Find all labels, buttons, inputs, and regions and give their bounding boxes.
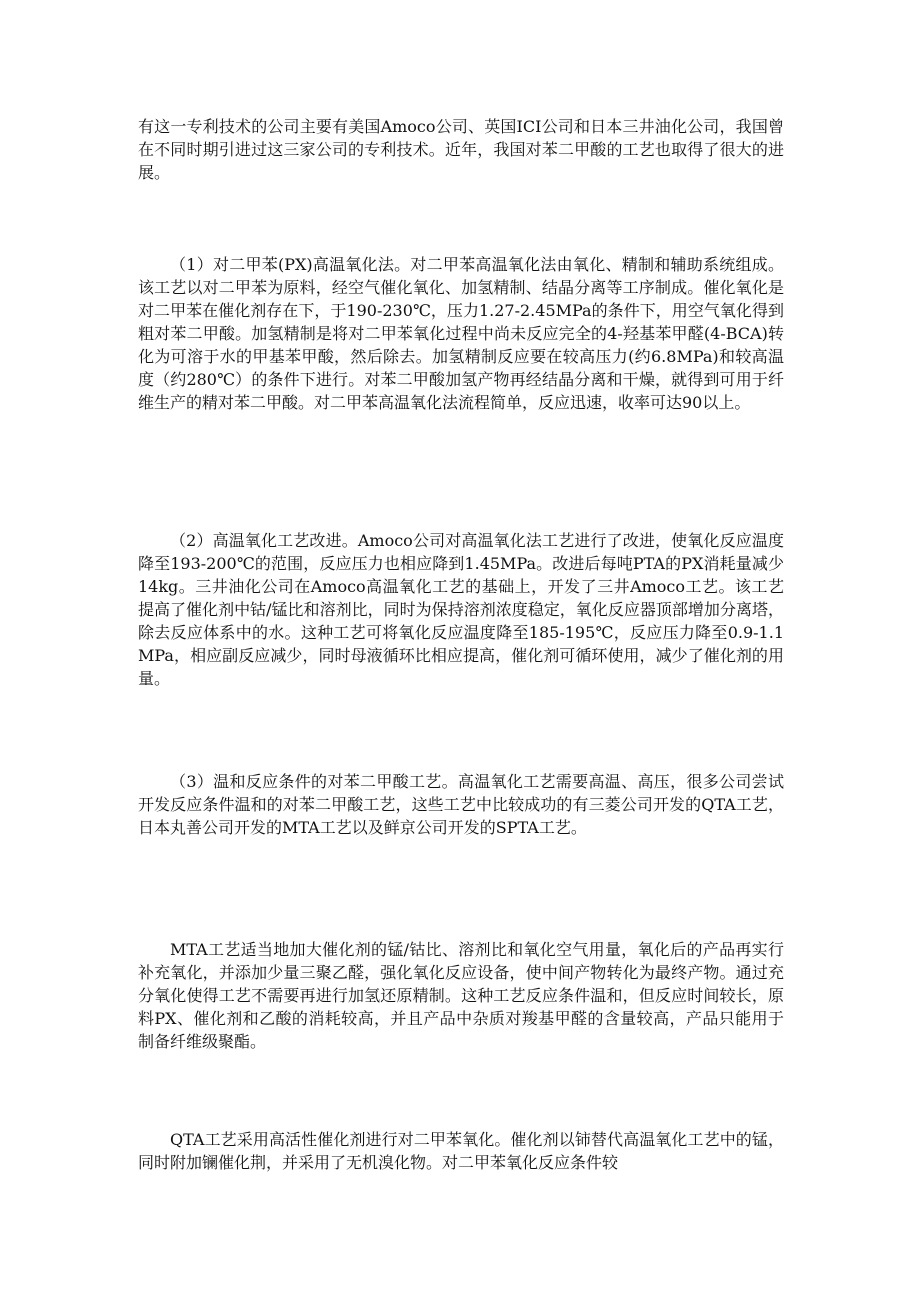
paragraph-intro: 有这一专利技术的公司主要有美国Amoco公司、英国ICI公司和日本三井油化公司，我国曾在不同时期引进过这三家公司的专利技术。近年，我国对苯二甲酸的工艺也取得了很大的进展。 [138, 117, 784, 182]
paragraph-process-improvement: （2）高温氧化工艺改进。Amoco公司对高温氧化法工艺进行了改进，使氧化反应温度降至193-200℃的范围，反应压力也相应降到1.45MPa。改进后每吨PTA的PX消耗量减少14kg。三井油化公司在Amoco高温氧化工艺的基础上，开发了三井Amoco工艺。该工艺提高了催化剂中钴/锰比和溶剂比，同时为保持溶剂浓度稳定，氧化反应器顶部增加分离塔，除去反应体系中的水。这种工艺可将氧化反应温度降至185-195℃，反应压力降至0.9-1.1MPa，相应副反应减少，同时母液循环比相应提高，催化剂可循环使用，减少了催化剂的用量。 [138, 531, 784, 688]
paragraph-mta-process: MTA工艺适当地加大催化剂的锰/钴比、溶剂比和氧化空气用量，氧化后的产品再实行补充氧化，并添加少量三聚乙醛，强化氧化反应设备，使中间产物转化为最终产物。通过充分氧化使得工艺不需要再进行加氢还原精制。这种工艺反应条件温和，但反应时间较长，原料PX、催化剂和乙酸的消耗较高，并且产品中杂质对羧基甲醛的含量较高，产品只能用于制备纤维级聚酯。 [138, 940, 784, 1051]
paragraph-mild-conditions: （3）温和反应条件的对苯二甲酸工艺。高温氧化工艺需要高温、高压，很多公司尝试开发反应条件温和的对苯二甲酸工艺，这些工艺中比较成功的有三菱公司开发的QTA工艺，日本丸善公司开发的MTA工艺以及鲜京公司开发的SPTA工艺。 [138, 772, 784, 837]
paragraph-px-high-temp-oxidation: （1）对二甲苯(PX)高温氧化法。对二甲苯高温氧化法由氧化、精制和辅助系统组成。该工艺以对二甲苯为原料，经空气催化氧化、加氢精制、结晶分离等工序制成。催化氧化是对二甲苯在催化剂存在下，于190-230℃，压力1.27-2.45MPa的条件下，用空气氧化得到粗对苯二甲酸。加氢精制是将对二甲苯氧化过程中尚未反应完全的4-羟基苯甲醛(4-BCA)转化为可溶于水的甲基苯甲酸，然后除去。加氢精制反应要在较高压力(约6.8MPa)和较高温度（约280℃）的条件下进行。对苯二甲酸加氢产物再经结晶分离和干燥，就得到可用于纤维生产的精对苯二甲酸。对二甲苯高温氧化法流程简单，反应迅速，收率可达90以上。 [138, 255, 784, 412]
paragraph-qta-process: QTA工艺采用高活性催化剂进行对二甲苯氧化。催化剂以铈替代高温氧化工艺中的锰，同时附加镧催化荆，并采用了无机溴化物。对二甲苯氧化反应条件较 [138, 1130, 784, 1172]
